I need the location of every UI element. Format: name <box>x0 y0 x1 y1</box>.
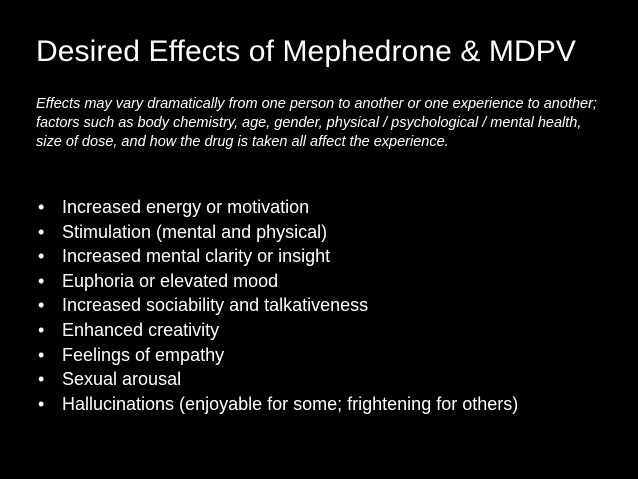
list-item-text: Hallucinations (enjoyable for some; frightening for others) <box>62 393 519 414</box>
list-item <box>38 220 518 245</box>
effects-list <box>38 195 518 416</box>
bullet-icon: • <box>38 344 45 365</box>
list-item-text: Increased mental clarity or insight <box>62 246 331 267</box>
slide-title: Desired Effects of Mephedrone & MDPV <box>36 35 576 68</box>
list-item <box>38 318 518 343</box>
list-item-text: Enhanced creativity <box>62 319 220 340</box>
list-item <box>38 269 518 294</box>
list-item-text: Sexual arousal <box>62 369 182 390</box>
list-item <box>38 392 518 417</box>
bullet-icon: • <box>38 393 45 414</box>
bullet-icon: • <box>38 369 45 390</box>
bullet-icon: • <box>38 319 45 340</box>
bullet-icon: • <box>38 197 45 217</box>
list-item <box>38 195 518 220</box>
list-item <box>38 244 518 269</box>
list-item <box>38 293 518 318</box>
list-item-text: Increased energy or motivation <box>62 197 310 217</box>
bullet-icon: • <box>38 246 45 267</box>
bullet-icon: • <box>38 295 45 316</box>
list-item-text: Euphoria or elevated mood <box>62 270 279 291</box>
list-item <box>38 367 518 392</box>
bullet-icon: • <box>38 270 45 291</box>
list-item-text: Increased sociability and talkativeness <box>62 295 369 316</box>
list-item-text: Stimulation (mental and physical) <box>62 221 328 242</box>
intro-note: Effects may vary dramatically from one person to another or one experience to another; factors such as body chemistry, age, gender, physical / psychological / mental health, size of dose, and how the drug is taken all affect the experience. <box>36 96 597 150</box>
list-item <box>38 343 518 368</box>
bullet-icon: • <box>38 221 45 242</box>
list-item-text: Feelings of empathy <box>62 344 225 365</box>
